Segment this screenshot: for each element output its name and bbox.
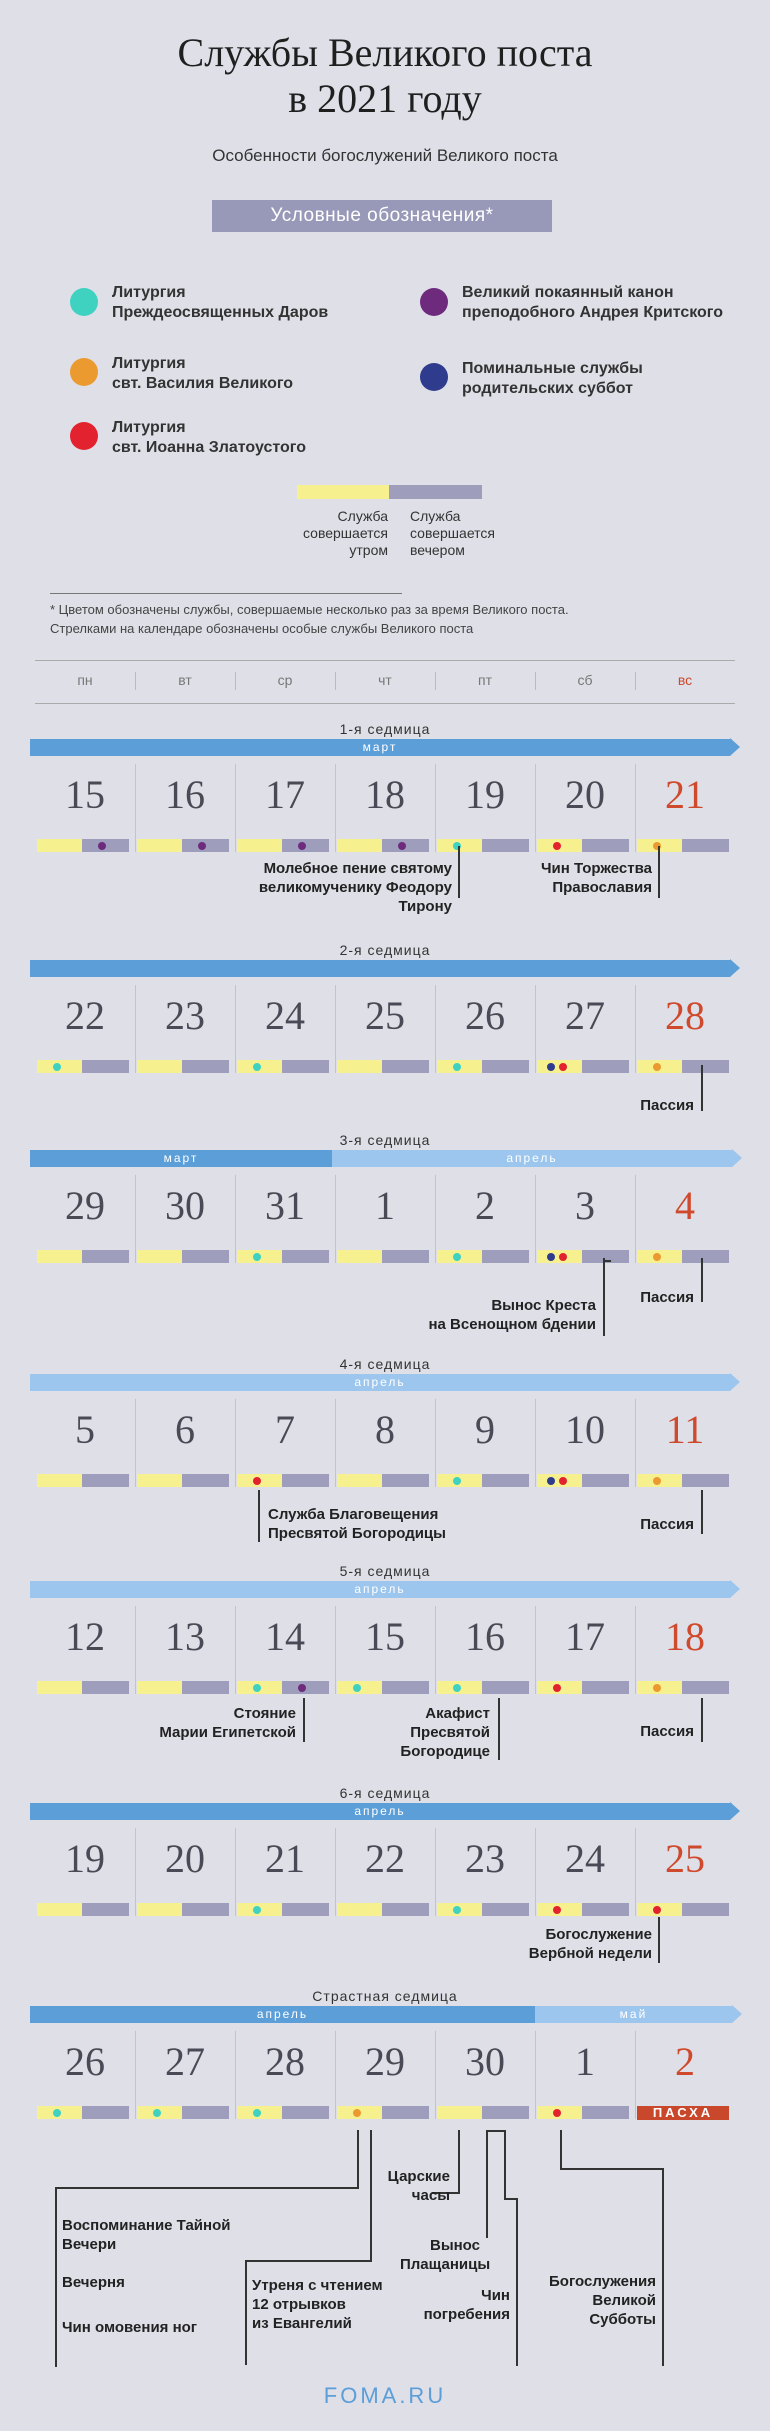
evening-bar — [282, 1060, 329, 1073]
note-shroud: Вынос Плащаницы — [400, 2237, 491, 2273]
morning-bar — [237, 839, 282, 852]
pascha-badge: ПАСХА — [637, 2106, 729, 2120]
evening-bar — [682, 1474, 729, 1487]
note-passion-5: Пассия — [640, 1723, 694, 1740]
service-dot-icon — [153, 2109, 161, 2117]
service-dot-icon — [553, 1684, 561, 1692]
evening-bar — [382, 2106, 429, 2119]
morning-bar — [37, 1250, 82, 1263]
band-arrowhead — [730, 1802, 740, 1820]
evening-bar-sample — [389, 485, 482, 499]
weekday-separator — [435, 672, 436, 690]
evening-bar — [282, 1474, 329, 1487]
date-number: 22 — [365, 1836, 405, 1881]
service-dot-icon — [653, 1684, 661, 1692]
evening-bar — [482, 1681, 529, 1694]
band-arrowhead — [730, 1580, 740, 1598]
evening-bar — [382, 1474, 429, 1487]
note-annunciation: Служба Благовещения Пресвятой Богородицы — [268, 1506, 446, 1542]
date-number: 6 — [175, 1407, 195, 1452]
evening-bar — [482, 2106, 529, 2119]
date-number: 26 — [65, 2039, 105, 2084]
note-last-supper: Воспоминание Тайной Вечери — [62, 2217, 231, 2253]
evening-bar — [282, 2106, 329, 2119]
evening-bar — [382, 1250, 429, 1263]
date-number: 15 — [365, 1614, 405, 1659]
date-number: 2 — [475, 1183, 495, 1228]
service-dot-icon — [353, 1684, 361, 1692]
note-passion-3: Пассия — [640, 1289, 694, 1306]
weekday-separator — [235, 672, 236, 690]
band-arrowhead — [730, 1373, 740, 1391]
evening-bar — [82, 1250, 129, 1263]
service-dot-icon — [547, 1253, 555, 1261]
date-number: 30 — [465, 2039, 505, 2084]
evening-bar — [482, 1250, 529, 1263]
red-dot-icon — [70, 422, 98, 450]
evening-bar — [582, 1474, 629, 1487]
evening-bar — [482, 1903, 529, 1916]
date-number: 18 — [665, 1614, 705, 1659]
week-title: 1-я седмица — [339, 721, 431, 737]
date-number: 22 — [65, 993, 105, 1038]
date-number: 4 — [675, 1183, 695, 1228]
service-dot-icon — [253, 2109, 261, 2117]
week-title: 6-я седмица — [339, 1785, 431, 1801]
legend-memorial: Поминальные службы родительских суббот — [462, 360, 643, 397]
legend-basil: Литургия свт. Василия Великого — [112, 355, 294, 392]
service-dot-icon — [453, 1253, 461, 1261]
morning-bar — [337, 1250, 382, 1263]
morning-bar — [37, 839, 82, 852]
evening-bar — [482, 1474, 529, 1487]
date-number: 31 — [265, 1183, 305, 1228]
morning-bar — [37, 1681, 82, 1694]
service-dot-icon — [298, 842, 306, 850]
evening-bar — [382, 1060, 429, 1073]
note-passion-2: Пассия — [640, 1097, 694, 1114]
service-dot-icon — [547, 1063, 555, 1071]
service-dot-icon — [453, 1684, 461, 1692]
evening-bar — [282, 1903, 329, 1916]
footnote-rule — [50, 593, 402, 594]
evening-bar — [682, 1681, 729, 1694]
evening-bar — [182, 1903, 229, 1916]
legend-title: Условные обозначения* — [212, 200, 552, 232]
evening-bar — [682, 1903, 729, 1916]
evening-bar — [682, 1250, 729, 1263]
evening-bar — [582, 2106, 629, 2119]
evening-bar — [182, 1060, 229, 1073]
evening-bar — [82, 1474, 129, 1487]
morning-bar — [137, 1060, 182, 1073]
date-number: 21 — [265, 1836, 305, 1881]
date-number: 28 — [265, 2039, 305, 2084]
weekday-separator — [335, 672, 336, 690]
morning-bar — [337, 1474, 382, 1487]
note-matins: Утреня с чтением 12 отрывков из Евангелий — [252, 2277, 383, 2332]
note-vespers: Вечерня — [62, 2274, 125, 2291]
note-fedor-tiron: Молебное пение святому великомученику Феодору Тирону — [258, 860, 452, 915]
evening-bar — [182, 1474, 229, 1487]
weekday-4: пт — [478, 672, 492, 688]
service-dot-icon — [553, 1906, 561, 1914]
service-dot-icon — [559, 1253, 567, 1261]
service-dot-icon — [53, 2109, 61, 2117]
page-subtitle: Особенности богослужений Великого поста — [212, 146, 558, 165]
page-title: Службы Великого поста в 2021 году — [177, 30, 593, 121]
date-number: 12 — [65, 1614, 105, 1659]
date-number: 20 — [165, 1836, 205, 1881]
evening-bar — [182, 1250, 229, 1263]
dayhead-rule-top — [35, 660, 735, 661]
week-title: Страстная седмица — [312, 1988, 458, 2004]
date-number: 8 — [375, 1407, 395, 1452]
date-number: 20 — [565, 772, 605, 817]
service-dot-icon — [253, 1477, 261, 1485]
service-dot-icon — [98, 842, 106, 850]
date-number: 11 — [665, 1407, 705, 1452]
evening-bar — [682, 839, 729, 852]
morning-bar — [337, 1903, 382, 1916]
evening-bar — [282, 1250, 329, 1263]
morning-bar — [137, 1903, 182, 1916]
date-number: 14 — [265, 1614, 305, 1659]
date-number: 23 — [165, 993, 205, 1038]
morning-bar — [37, 1903, 82, 1916]
weekday-0: пн — [77, 672, 93, 688]
legend-presanctified: Литургия Преждеосвященных Даров — [112, 284, 329, 321]
weekday-2: ср — [277, 672, 293, 688]
date-number: 17 — [265, 772, 305, 817]
legend-chrysostom: Литургия свт. Иоанна Златоустого — [112, 419, 306, 456]
service-dot-icon — [398, 842, 406, 850]
service-dot-icon — [559, 1477, 567, 1485]
weekday-separator — [535, 672, 536, 690]
note-akathist: Акафист Пресвятой Богородице — [400, 1705, 490, 1760]
date-number: 13 — [165, 1614, 205, 1659]
date-number: 15 — [65, 772, 105, 817]
month-band: апрель — [30, 2006, 535, 2023]
month-band: апрель — [30, 1581, 730, 1598]
service-dot-icon — [653, 1253, 661, 1261]
morning-bar — [137, 1681, 182, 1694]
date-number: 16 — [165, 772, 205, 817]
date-number: 10 — [565, 1407, 605, 1452]
legend-morning: Служба совершается утром — [303, 508, 388, 558]
note-royal-hours: Царские часы — [387, 2168, 450, 2204]
month-band — [30, 960, 730, 977]
date-number: 7 — [275, 1407, 295, 1452]
date-number: 24 — [565, 1836, 605, 1881]
date-number: 29 — [65, 1183, 105, 1228]
date-number: 29 — [365, 2039, 405, 2084]
evening-bar — [482, 1060, 529, 1073]
morning-bar — [137, 839, 182, 852]
date-number: 25 — [365, 993, 405, 1038]
date-number: 16 — [465, 1614, 505, 1659]
evening-bar — [82, 2106, 129, 2119]
service-dot-icon — [198, 842, 206, 850]
footnote: * Цветом обозначены службы, совершаемые несколько раз за время Великого поста. Стрелками на календаре обозначены особые службы Великого поста — [50, 602, 569, 636]
service-dot-icon — [547, 1477, 555, 1485]
month-band: апрель — [30, 1803, 730, 1820]
evening-bar — [182, 2106, 229, 2119]
note-orthodoxy: Чин Торжества Православия — [541, 860, 652, 896]
date-number: 17 — [565, 1614, 605, 1659]
month-band: март — [30, 739, 730, 756]
service-dot-icon — [253, 1906, 261, 1914]
date-number: 5 — [75, 1407, 95, 1452]
morning-bar — [137, 1474, 182, 1487]
date-number: 19 — [65, 1836, 105, 1881]
date-number: 1 — [375, 1183, 395, 1228]
month-band: май — [535, 2006, 732, 2023]
date-number: 27 — [565, 993, 605, 1038]
legend-canon: Великий покаянный канон преподобного Андрея Критского — [462, 284, 724, 321]
week-title: 5-я седмица — [339, 1563, 431, 1579]
note-mary-egypt: Стояние Марии Египетской — [159, 1705, 296, 1741]
service-dot-icon — [353, 2109, 361, 2117]
orange-dot-icon — [70, 358, 98, 386]
date-number: 9 — [475, 1407, 495, 1452]
evening-bar — [582, 1060, 629, 1073]
footer-brand[interactable]: FOMA.RU — [323, 2383, 447, 2408]
morning-bar-sample — [297, 485, 389, 499]
evening-bar — [582, 1903, 629, 1916]
band-arrowhead — [730, 959, 740, 977]
morning-bar — [337, 1060, 382, 1073]
band-arrowhead — [732, 1149, 742, 1167]
band-arrowhead — [732, 2005, 742, 2023]
note-cross: Вынос Креста на Всенощном бдении — [428, 1297, 596, 1333]
service-dot-icon — [559, 1063, 567, 1071]
weekday-5: сб — [577, 672, 593, 688]
evening-bar — [182, 1681, 229, 1694]
band-arrowhead — [730, 738, 740, 756]
morning-bar — [137, 1250, 182, 1263]
week-title: 4-я седмица — [339, 1356, 431, 1372]
morning-bar — [37, 1474, 82, 1487]
evening-bar — [682, 1060, 729, 1073]
date-number: 28 — [665, 993, 705, 1038]
service-dot-icon — [453, 1477, 461, 1485]
evening-bar — [82, 1060, 129, 1073]
month-band: апрель — [30, 1374, 730, 1391]
date-number: 23 — [465, 1836, 505, 1881]
month-band: март — [30, 1150, 332, 1167]
service-dot-icon — [298, 1684, 306, 1692]
note-burial: Чин погребения — [423, 2287, 510, 2323]
date-number: 21 — [665, 772, 705, 817]
week-title: 3-я седмица — [339, 1132, 431, 1148]
service-dot-icon — [553, 842, 561, 850]
service-dot-icon — [453, 1063, 461, 1071]
date-number: 27 — [165, 2039, 205, 2084]
teal-dot-icon — [70, 288, 98, 316]
morning-bar — [437, 2106, 482, 2119]
note-passion-4: Пассия — [640, 1516, 694, 1533]
date-number: 19 — [465, 772, 505, 817]
month-band: апрель — [332, 1150, 732, 1167]
purple-dot-icon — [420, 288, 448, 316]
note-holy-saturday: Богослужения Великой Субботы — [549, 2273, 656, 2328]
service-dot-icon — [253, 1684, 261, 1692]
dayhead-rule-bottom — [35, 703, 735, 704]
navy-dot-icon — [420, 363, 448, 391]
service-dot-icon — [253, 1063, 261, 1071]
service-dot-icon — [653, 1063, 661, 1071]
date-number: 3 — [575, 1183, 595, 1228]
note-washing: Чин омовения ног — [62, 2319, 198, 2336]
date-number: 25 — [665, 1836, 705, 1881]
evening-bar — [382, 1681, 429, 1694]
weekday-1: вт — [178, 672, 192, 688]
service-dot-icon — [653, 1906, 661, 1914]
date-number: 2 — [675, 2039, 695, 2084]
weekday-separator — [135, 672, 136, 690]
service-dot-icon — [53, 1063, 61, 1071]
date-number: 30 — [165, 1183, 205, 1228]
evening-bar — [82, 1681, 129, 1694]
evening-bar — [482, 839, 529, 852]
date-number: 1 — [575, 2039, 595, 2084]
weekday-separator — [635, 672, 636, 690]
note-palm: Богослужение Вербной недели — [528, 1926, 652, 1962]
service-dot-icon — [653, 1477, 661, 1485]
evening-bar — [582, 839, 629, 852]
service-dot-icon — [453, 1906, 461, 1914]
weekday-6: вс — [677, 672, 693, 688]
service-dot-icon — [553, 2109, 561, 2117]
morning-bar — [337, 839, 382, 852]
date-number: 18 — [365, 772, 405, 817]
evening-bar — [382, 1903, 429, 1916]
weekday-3: чт — [378, 672, 392, 688]
date-number: 26 — [465, 993, 505, 1038]
legend-evening: Служба совершается вечером — [410, 508, 495, 558]
week-title: 2-я седмица — [339, 942, 431, 958]
service-dot-icon — [253, 1253, 261, 1261]
date-number: 24 — [265, 993, 305, 1038]
evening-bar — [582, 1681, 629, 1694]
evening-bar — [82, 1903, 129, 1916]
